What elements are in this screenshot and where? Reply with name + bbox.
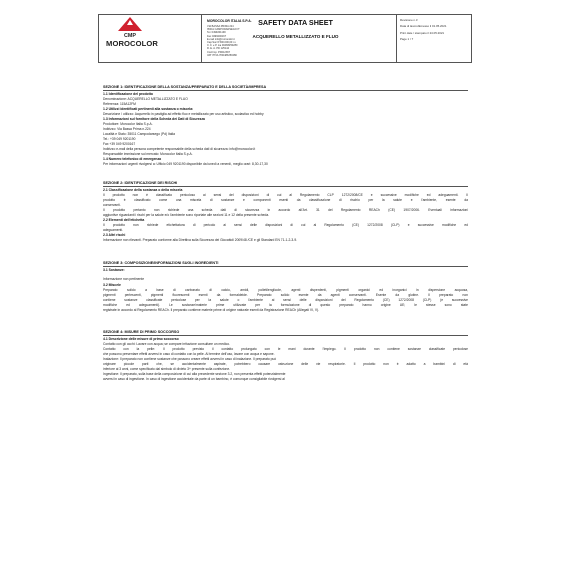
manufacturer-location: Località e Stato: 35011 Campodarsego (Pd) Italia (103, 132, 175, 136)
paragraph-line: conservanti. (103, 203, 121, 207)
paragraph-line: Il prodotto non è classificato pericoloso ai sensi del disposizioni di cui al Regolamento CLP 1272/2008/CE e successive modifiche ed adeguamenti. Il (103, 193, 468, 197)
address-line: E-mail info@morocolor.it (207, 37, 235, 41)
paragraph-line: prodotto è classificato come una miscela di sostanze e componenti esenti da classificazione di rischio per la salute e l'ambiente, esente da (103, 198, 468, 202)
product-reference: Referenza: 115A12FM (103, 102, 136, 106)
subsection-1-4: 1.4 Numero telefonico di emergenza (103, 157, 162, 161)
logo-text: MOROCOLOR (106, 39, 158, 48)
paragraph-line: Contatto con la pelle: Il prodotto previsto il contatto prolungato con le mani durante l'impiego. Il prodotto non contiene sostanze classificate pericolose (103, 347, 468, 351)
paragraph-line: inferiore ai 3 anni, come specificato dal simbolo di divieto 3+ presente sulla confezione. (103, 367, 231, 371)
address-line: R. E. A. PD 125144 (207, 47, 230, 51)
address-line: Cap.Soc € 500.000,00 i.v. (207, 41, 237, 45)
page-number: Page 1 / 7 (400, 37, 414, 42)
print-date: Print date / stampato il 24.05.2021 (400, 30, 445, 35)
product-use: Descrizione / utilizzo: Acquerello in pastiglia ad effetto fluo e metallizzato per uso artistico, scolastico ed hobby (103, 112, 264, 116)
logo-mark-text: CMP (124, 33, 136, 38)
revision-number: Revisione n.3 (400, 18, 418, 22)
paragraph-line: Preparato solido a base di carbonato di calcio, amidi, polietilenglicole, agenti disperdenti, pigmenti organici ed inorganici in dispersione acquosa, (103, 288, 468, 292)
paragraph-line: contiene sostanze classificate pericolose per la salute o l'ambiente ai sensi delle disposizioni del Regolamento (CE) 1272/2008 (CLP) (e successive (103, 298, 468, 302)
paragraph-line: aggiuntive riguardanti i rischi per la salute e/o l'ambiente sono riportate alle sezioni 11 e 12 della presente scheda. (103, 213, 270, 217)
title-block (198, 14, 394, 61)
paragraph-line: adeguamenti. (103, 228, 123, 232)
document-title: SAFETY DATA SHEET (258, 18, 333, 27)
address-line: VAT ITIVA IT00483250280 (207, 53, 237, 57)
address-line: C. F. e P. iva 00483250280 (207, 44, 238, 48)
company-logo (98, 16, 166, 52)
address-line: Cod.Imp. PD012367 (207, 50, 231, 54)
section-4-title: SEZIONE 4: MISURE DI PRIMO SOCCORSO (103, 330, 468, 336)
paragraph-line: Contatto con gli occhi: Lavare con acqua; se compare irritazione consultare un medico. (103, 342, 230, 346)
manufacturer-fax: Fax +39 049 9200167 (103, 142, 136, 146)
paragraph-line: Il prodotto pertanto non richiede una scheda dati di sicurezza in accordo all'Art. 31 del Regolamento REACh (CE) 1907/2006. Eventuali informazioni (103, 208, 468, 212)
address-line: VIA BASSA PRIMA 224 (207, 25, 234, 28)
paragraph-line: Informazione non rilevanti. Preparato conforme alla Direttiva sulla Sicurezza dei Giocattoli 2009/48 /CE e gli Standard EN 71-1-2-3-9. (103, 238, 298, 242)
emergency-phone: Per informazioni urgenti rivolgersi a: Ufficio 049 9201190 disponibile da lunedì a venerdì, meglio orari: 8,30-17,30 (103, 162, 268, 166)
subsection-1-3: 1.3 Informazioni sul fornitore della Scheda dei Dati di Sicurezza (103, 117, 205, 121)
subsection-3-1: 3.1 Sostanze: (103, 268, 125, 272)
product-designation: Denominazione: ACQUERELLO METALLIZZATO E FLUO (103, 97, 188, 101)
subsection-1-2: 1.2 Utilizzi identificati pertinenti alla sostanza o miscela: (103, 107, 194, 111)
market-responsible: Responsabile immissione sul mercato: Morocolor Italia S.p.A. (103, 152, 193, 156)
not-pertinent: Informazione non pertinente (103, 277, 145, 281)
section-1-title: SEZIONE 1: IDENTIFICAZIONE DELLA SOSTANZA/PREPARATO E DELLA SOCIETÀ/IMPRESA (103, 85, 468, 91)
paragraph-line: Ingestione: Il preparato, sulla base della composizione di cui alla precedente sezione 3.2, non presenta effetti potenzialmente (103, 372, 286, 376)
manufacturer-address: Indirizzo: Via Bassa Prima n.224 (103, 127, 151, 131)
paragraph-line: pigmenti perlescenti, pigmenti fluorescenti esenti da formaldeide. Preparato solido esente da agenti conservanti. Esente da glutine. Il preparato non (103, 293, 468, 297)
subsection-2-3: 2.3 Altri rischi (103, 233, 126, 237)
responsible-email: Indirizzo e-mail della persona competente responsabile della scheda dati di sicurezza: info@morocolor.it (103, 147, 256, 151)
paragraph-line: Il prodotto non richiede etichettatura di pericolo ai sensi delle disposizioni di cui al Regolamento (CE) 1272/2008 (CLP) e successive modifiche ed (103, 223, 468, 227)
address-line: 35011 CAMPODARSEGO IT (207, 28, 240, 32)
subsection-4-1: 4.1 Descrizione delle misure di primo soccorso (103, 337, 179, 341)
cmp-logo-icon (112, 16, 148, 38)
meta-cell (396, 15, 471, 62)
issue-date: Data di lavoro/Emesso il 01.05.2021 (400, 24, 447, 29)
manufacturer-phone: Tel.: +39 049 9201190 (103, 137, 136, 141)
company-name: MOROCOLOR ITALIA S.P.A. (207, 19, 252, 23)
revision-info (400, 19, 446, 42)
subsection-3-2: 3.2 Miscele (103, 283, 121, 287)
subsection-1-1: 1.1 Identificazione del prodotto (103, 92, 153, 96)
paragraph-line: Inalazione: Il preparato non contiene sostanze che possono creare effetti avversi in caso di inalazione. Il preparato può (103, 357, 277, 361)
paragraph-line: registrate in accordo al Regolamento REACh. Il preparato contiene materie prime di origine naturale esenti da Registrazione REACh (Allegati VI, V). (103, 308, 320, 312)
section-2-title: SEZIONE 2: IDENTIFICAZIONE DEI RISCHI (103, 181, 468, 187)
address-line: Tel. 0499201190 (207, 31, 226, 35)
section-3-title: SEZIONE 3: COMPOSIZIONE/INFORMAZIONI SUGLI INGREDIENTI (103, 261, 468, 267)
subsection-2-1: 2.1 Classificazione della sostanza o della miscela (103, 188, 183, 192)
address-line: Fax 0499200167 (207, 34, 227, 38)
paragraph-line: modifiche ed adeguamenti). Le sostanze/materie prime utilizzate per la formulazione di questo preparato hanno origine UE; le stesse sono state (103, 303, 468, 307)
subsection-2-2: 2.2 Elementi dell'etichetta (103, 218, 145, 222)
manufacturer: Produttore: Morocolor Italia S.p.A. (103, 122, 153, 126)
paragraph-line: originare piccole parti che, se accidentalmente aspirate, potrebbero causare ostruzione delle vie respiratorie. Il prodotto non è adatto a bambini di età (103, 362, 468, 366)
paragraph-line: che possono presentare effetti avversi in caso di contatto con la pelle. Al termine dell'uso, lavare con acqua e sapone. (103, 352, 275, 356)
product-name: ACQUERELLO METALLIZZATO E FLUO (252, 34, 339, 39)
paragraph-line: avversi in caso di ingestione. In caso di ingestione accidentale da parte di un bambino, è comunque consigliabile rivolgersi al (103, 377, 285, 381)
